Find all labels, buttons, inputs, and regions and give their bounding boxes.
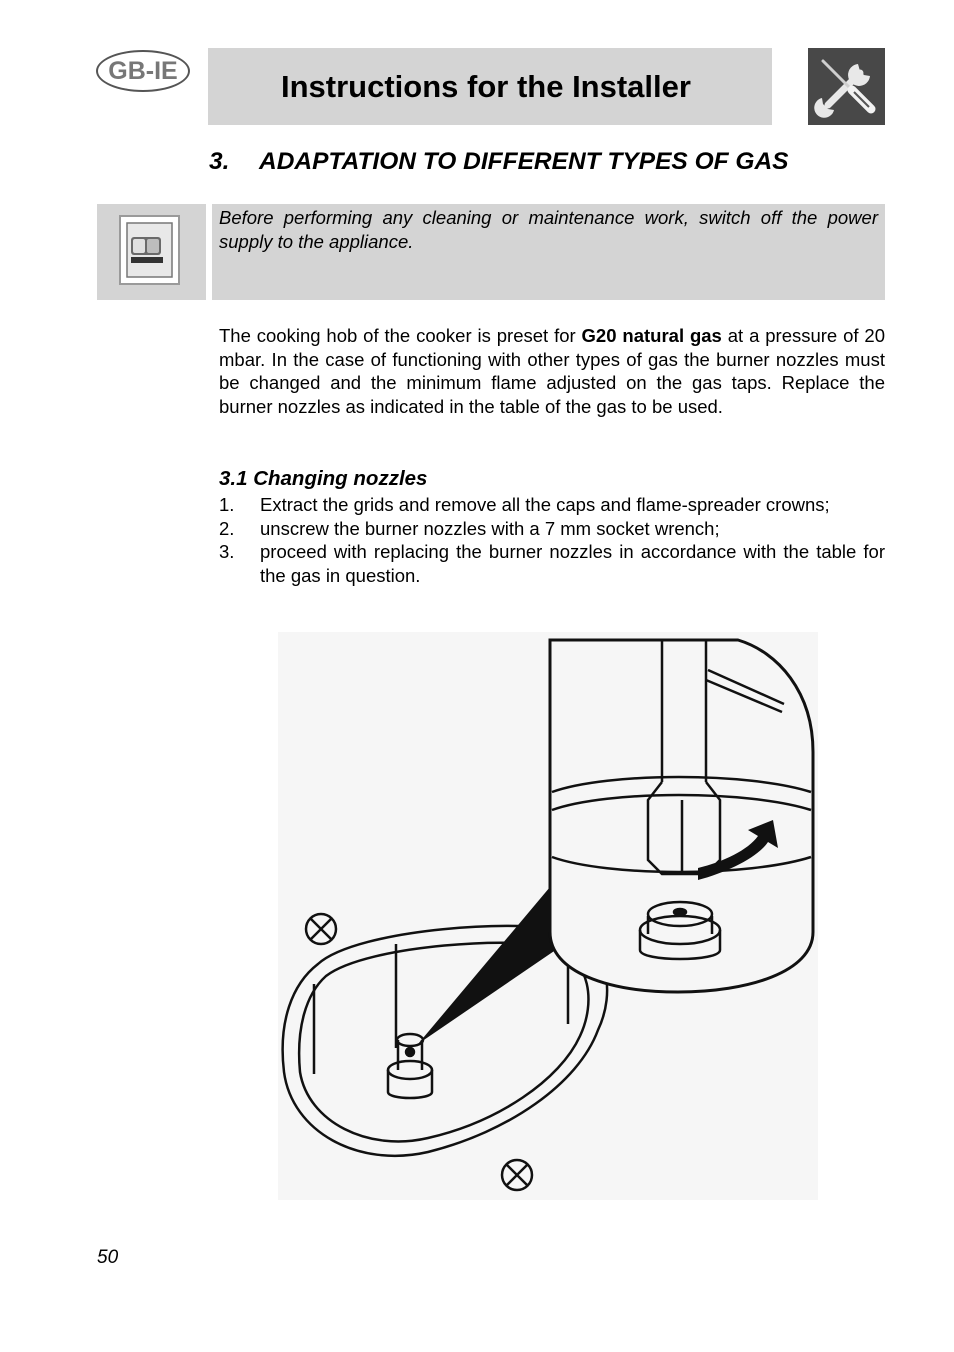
warning-icon-box <box>97 204 206 300</box>
subsection-heading: 3.1 Changing nozzles <box>219 467 428 490</box>
page-title: Instructions for the Installer <box>281 68 691 104</box>
power-switch-icon <box>119 215 180 285</box>
section-number: 3. <box>209 148 230 175</box>
warning-text: Before performing any cleaning or maintenance work, switch off the power supply to the appliance. <box>219 207 878 252</box>
step-text: Extract the grids and remove all the caps and flame-spreader crowns; <box>260 494 830 515</box>
header-bar <box>208 48 772 125</box>
list-item <box>219 517 885 541</box>
steps-list <box>219 493 885 587</box>
step-text: proceed with replacing the burner nozzles in accordance with the table for the gas in question. <box>260 541 885 586</box>
intro-text-end: at a pressure of 20 mbar. In the case of functioning with other types of gas the burner nozzles must be changed and the minimum flame adjusted on the gas taps. Replace the burner nozzles as indicated in the table of the gas to be used. <box>219 325 885 417</box>
intro-text-start: The cooking hob of the cooker is preset for <box>219 325 582 346</box>
section-title: ADAPTATION TO DIFFERENT TYPES OF GAS <box>259 148 789 175</box>
region-badge: GB-IE <box>96 50 190 92</box>
screwdriver-wrench-icon <box>808 48 885 125</box>
nozzle-wrench-illustration <box>278 632 818 1200</box>
section-heading <box>209 148 789 176</box>
intro-paragraph <box>219 324 885 418</box>
list-item <box>219 540 885 587</box>
step-text: unscrew the burner nozzles with a 7 mm socket wrench; <box>260 517 720 539</box>
list-item <box>219 493 885 517</box>
step-number: 3. <box>219 541 235 563</box>
step-number: 1. <box>219 494 235 515</box>
page-number: 50 <box>97 1247 119 1268</box>
warning-box <box>212 204 885 300</box>
step-number: 2. <box>219 517 235 539</box>
intro-gas-type: G20 natural gas <box>581 325 722 346</box>
